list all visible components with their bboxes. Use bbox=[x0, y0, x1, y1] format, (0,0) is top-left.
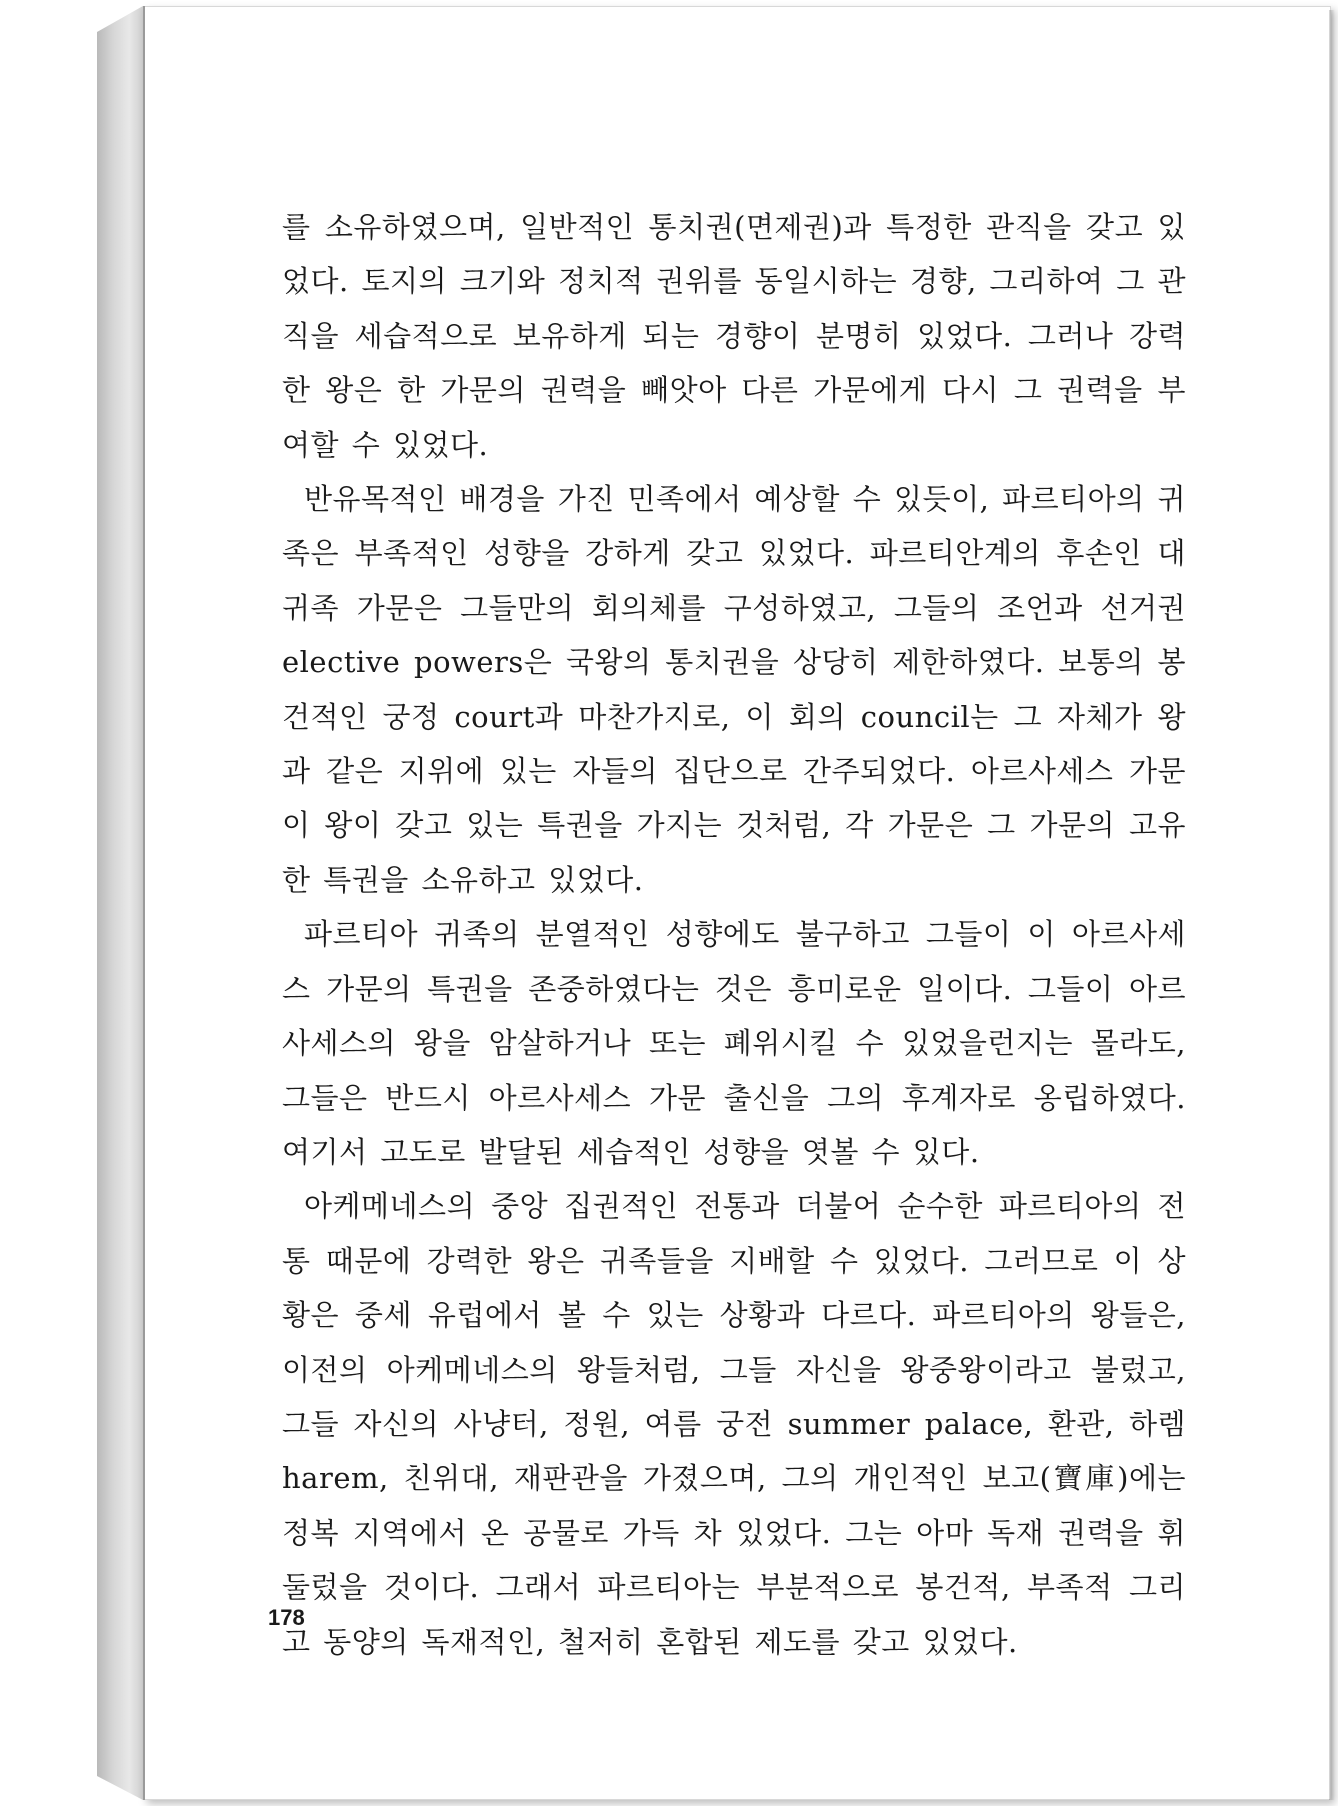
book-spine bbox=[97, 6, 143, 1800]
page-number: 178 bbox=[268, 1605, 305, 1630]
body-text bbox=[282, 200, 1186, 1669]
paragraph-2: 반유목적인 배경을 가진 민족에서 예상할 수 있듯이, 파르티아의 귀족은 부족적인 성향을 강하게 갖고 있었다. 파르티안계의 후손인 대귀족 가문은 그들만의 회의체를 구성하였고, 그들의 조언과 선거권 elective powers은 국왕의 통치권을 상당히 제한하였다. 보통의 봉건적인 궁정 court과 마찬가지로, 이 회의 council는 그 자체가 왕과 같은 지위에 있는 자들의 집단으로 간주되었다. 아르사세스 가문이 왕이 갖고 있는 특권을 가지는 것처럼, 각 가문은 그 가문의 고유한 특권을 소유하고 있었다. bbox=[282, 482, 1186, 897]
paragraph-3: 파르티아 귀족의 분열적인 성향에도 불구하고 그들이 이 아르사세스 가문의 특권을 존중하였다는 것은 흥미로운 일이다. 그들이 아르사세스의 왕을 암살하거나 또는 폐위시킬 수 있었을런지는 몰라도, 그들은 반드시 아르사세스 가문 출신을 그의 후계자로 옹립하였다. 여기서 고도로 발달된 세습적인 성향을 엿볼 수 있다. bbox=[282, 917, 1186, 1169]
paragraph-4: 아케메네스의 중앙 집권적인 전통과 더불어 순수한 파르티아의 전통 때문에 강력한 왕은 귀족들을 지배할 수 있었다. 그러므로 이 상황은 중세 유럽에서 볼 수 있는 상황과 다르다. 파르티아의 왕들은, 이전의 아케메네스의 왕들처럼, 그들 자신을 왕중왕이라고 불렀고, 그들 자신의 사냥터, 정원, 여름 궁전 summer palace, 환관, 하렘 harem, 친위대, 재판관을 가졌으며, 그의 개인적인 보고(寶庫)에는 정복 지역에서 온 공물로 가득 차 있었다. 그는 아마 독재 권력을 휘둘렀을 것이다. 그래서 파르티아는 부분적으로 봉건적, 부족적 그리고 동양의 독재적인, 철저히 혼합된 제도를 갖고 있었다. bbox=[282, 1189, 1186, 1659]
paragraph-1: 를 소유하였으며, 일반적인 통치권(면제권)과 특정한 관직을 갖고 있었다. 토지의 크기와 정치적 권위를 동일시하는 경향, 그리하여 그 관직을 세습적으로 보유하게 되는 경향이 분명히 있었다. 그러나 강력한 왕은 한 가문의 권력을 빼앗아 다른 가문에게 다시 그 권력을 부여할 수 있었다. bbox=[282, 210, 1186, 462]
page-shadow bbox=[1329, 10, 1335, 1800]
page-edge bbox=[143, 6, 145, 1800]
